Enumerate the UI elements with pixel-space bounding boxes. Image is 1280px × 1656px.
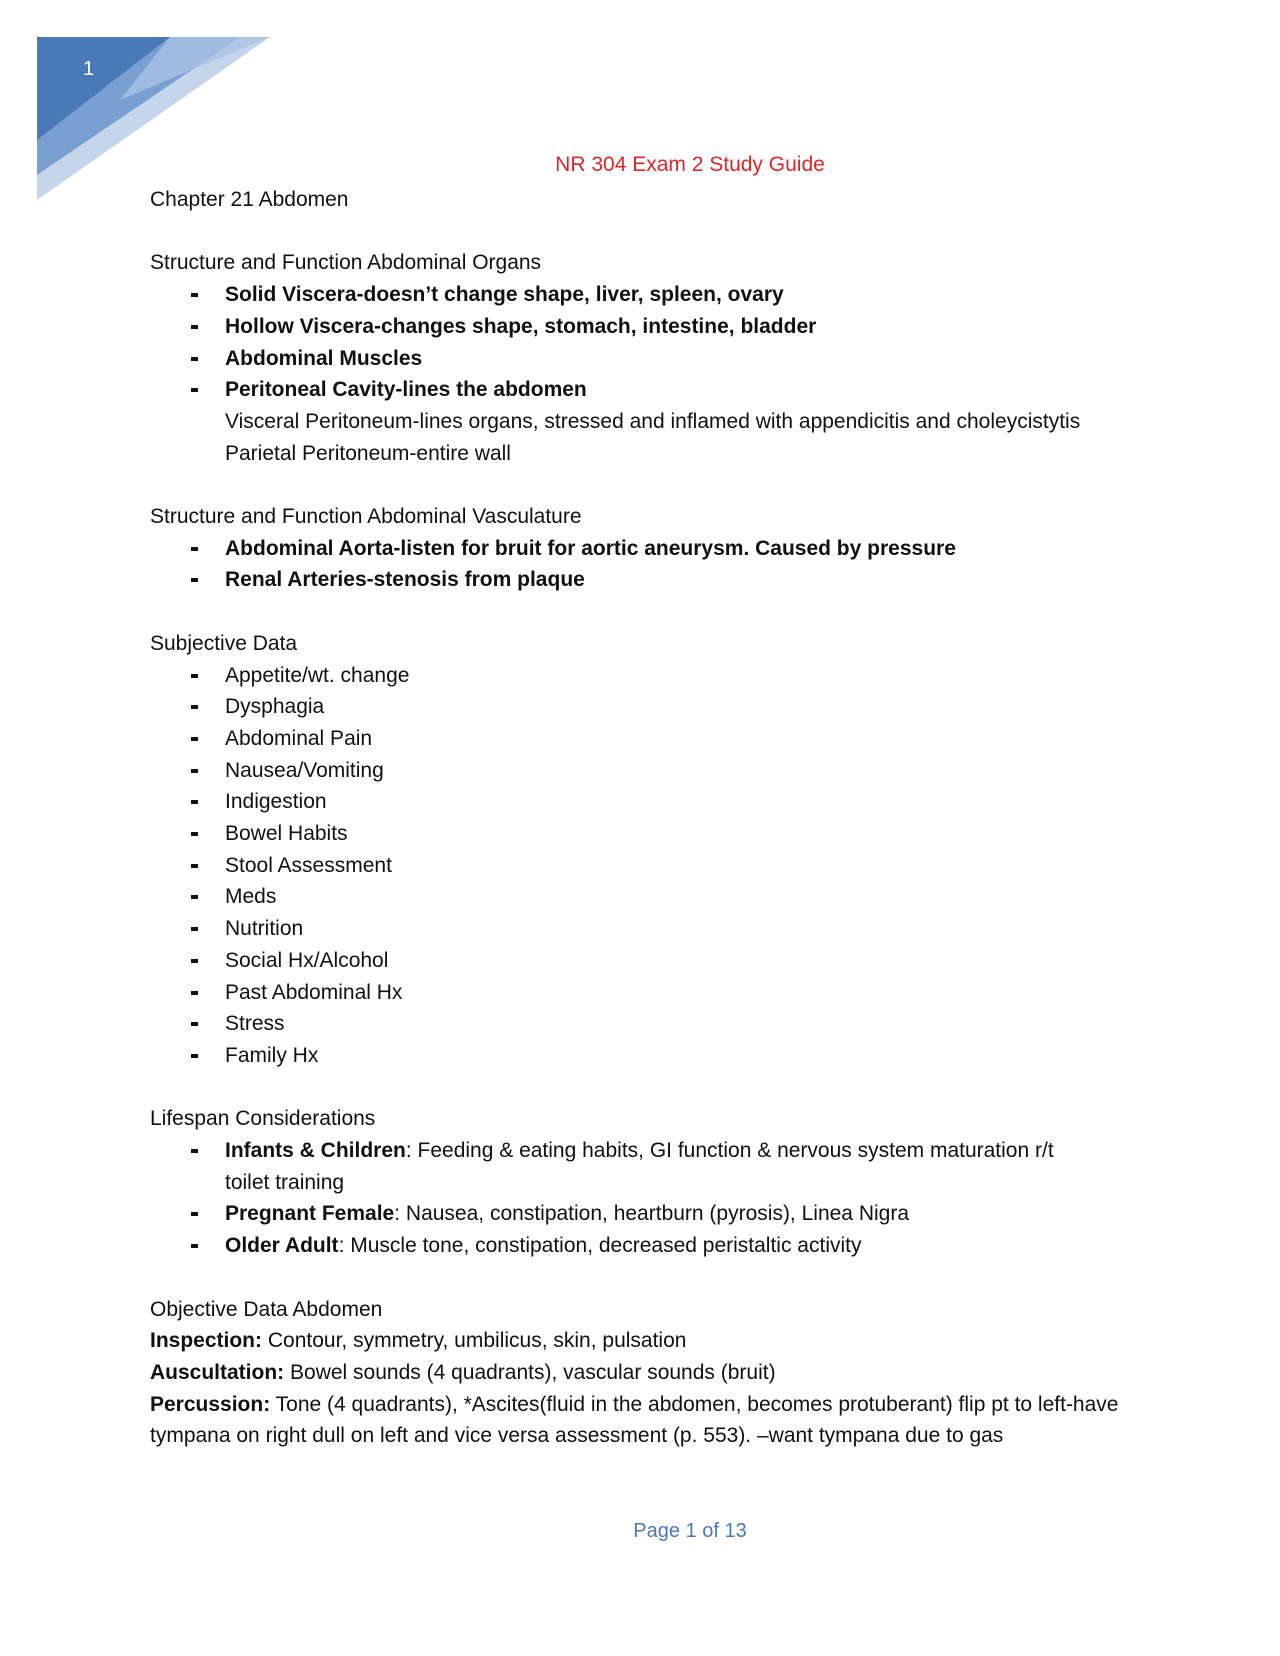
section-heading-objective: Objective Data Abdomen bbox=[150, 1297, 383, 1321]
list-item: Stool Assessment bbox=[150, 850, 1150, 882]
list-item: Nausea/Vomiting bbox=[150, 755, 1150, 787]
section-heading-subjective: Subjective Data bbox=[150, 631, 298, 655]
lifespan-list bbox=[150, 1135, 1150, 1262]
organs-list bbox=[150, 279, 1150, 406]
objective-percussion bbox=[150, 1389, 1120, 1452]
section-heading-lifespan: Lifespan Considerations bbox=[150, 1107, 376, 1131]
list-item: Past Abdominal Hx bbox=[150, 977, 1150, 1009]
list-item: Stress bbox=[150, 1008, 1150, 1040]
item-text: : Nausea, constipation, heartburn (pyrosis), Linea Nigra bbox=[394, 1202, 910, 1226]
item-label: Inspection: bbox=[150, 1329, 263, 1353]
sub-item-visceral: Visceral Peritoneum-lines organs, stressed and inflamed with appendicitis and choleycistytis bbox=[225, 409, 1081, 433]
header-page-number: 1 bbox=[83, 58, 95, 80]
document-title: NR 304 Exam 2 Study Guide bbox=[555, 153, 825, 176]
list-item bbox=[150, 1230, 1150, 1262]
list-item: Abdominal Pain bbox=[150, 723, 1150, 755]
item-label: Pregnant Female bbox=[225, 1202, 395, 1226]
subjective-list bbox=[150, 660, 1150, 1072]
list-item: Indigestion bbox=[150, 786, 1150, 818]
chapter-title: Chapter 21 Abdomen bbox=[150, 188, 349, 211]
item-label: Percussion: bbox=[150, 1392, 271, 1416]
item-text: : Feeding & eating habits, GI function & nervous system maturation r/t toilet training bbox=[225, 1139, 1054, 1194]
page-footer: Page 1 of 13 bbox=[633, 1520, 747, 1542]
section-heading-organs: Structure and Function Abdominal Organs bbox=[150, 251, 542, 275]
list-item: Family Hx bbox=[150, 1040, 1150, 1072]
list-item: Abdominal Muscles bbox=[150, 343, 1150, 375]
item-text: Bowel sounds (4 quadrants), vascular sounds (bruit) bbox=[284, 1360, 776, 1384]
section-heading-vasculature: Structure and Function Abdominal Vasculature bbox=[150, 505, 582, 528]
list-item: Appetite/wt. change bbox=[150, 660, 1150, 692]
list-item: Solid Viscera-doesn’t change shape, liver, spleen, ovary bbox=[150, 279, 1150, 311]
item-text: Contour, symmetry, umbilicus, skin, pulsation bbox=[262, 1329, 687, 1353]
list-item bbox=[150, 1198, 1150, 1230]
list-item: Hollow Viscera-changes shape, stomach, intestine, bladder bbox=[150, 311, 1150, 343]
list-item: Nutrition bbox=[150, 913, 1150, 945]
list-item bbox=[150, 1135, 1055, 1198]
list-item: Bowel Habits bbox=[150, 818, 1150, 850]
list-item: Abdominal Aorta-listen for bruit for aortic aneurysm. Caused by pressure bbox=[150, 533, 1150, 565]
item-label: Infants & Children bbox=[225, 1139, 406, 1163]
list-item: Renal Arteries-stenosis from plaque bbox=[150, 564, 1150, 596]
list-item: Dysphagia bbox=[150, 691, 1150, 723]
vasculature-list bbox=[150, 533, 1150, 596]
list-item: Peritoneal Cavity-lines the abdomen bbox=[150, 374, 1150, 406]
list-item: Social Hx/Alcohol bbox=[150, 945, 1150, 977]
item-text: : Muscle tone, constipation, decreased peristaltic activity bbox=[338, 1234, 862, 1258]
document-body bbox=[150, 184, 1150, 1452]
item-text: Tone (4 quadrants), *Ascites(fluid in the abdomen, becomes protuberant) flip pt to left-have tympana on right dull on left and vice versa assessment (p. 553). –want tympana due to gas bbox=[150, 1392, 1119, 1448]
item-label: Auscultation: bbox=[150, 1360, 285, 1384]
list-item: Meds bbox=[150, 881, 1150, 913]
objective-inspection bbox=[150, 1325, 1150, 1357]
sub-item-parietal: Parietal Peritoneum-entire wall bbox=[225, 441, 511, 465]
objective-auscultation bbox=[150, 1357, 1150, 1389]
item-label: Older Adult bbox=[225, 1234, 339, 1258]
